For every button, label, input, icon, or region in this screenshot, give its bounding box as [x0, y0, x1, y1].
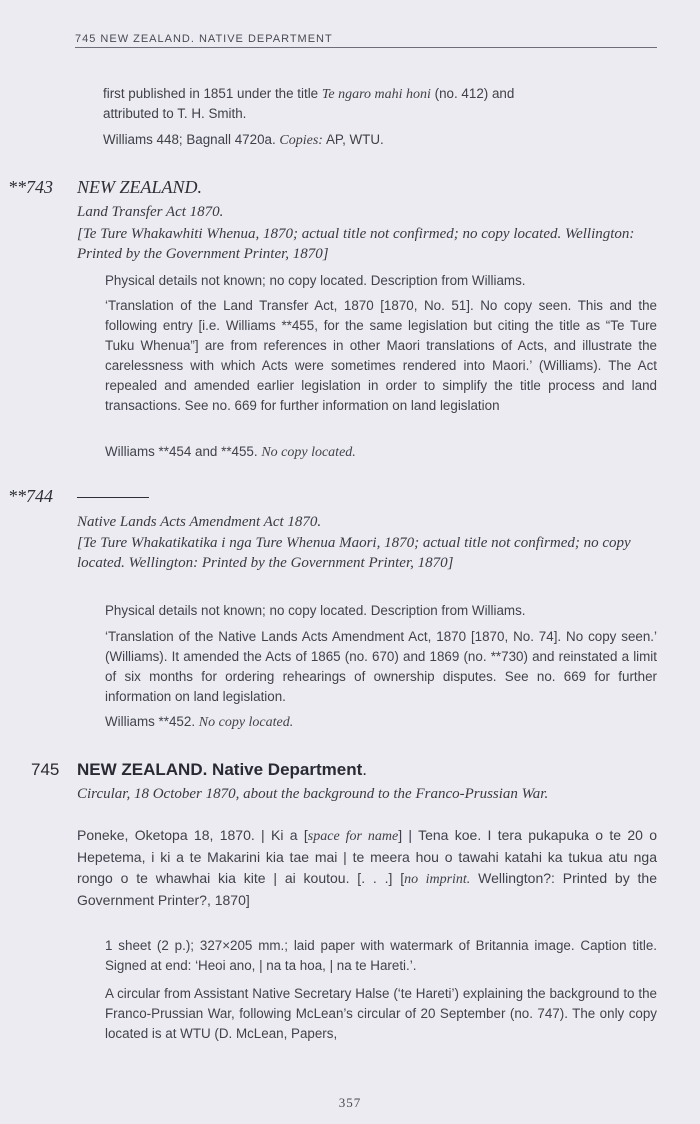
entry-744-physical: Physical details not known; no copy located. Description from Williams.: [105, 603, 526, 618]
entry-745-physical: 1 sheet (2 p.); 327×205 mm.; laid paper with watermark of Britannia image. Caption title. Signed at end: ‘Heoi ano, | na ta hoa, | na te Hareti.’.: [105, 938, 657, 973]
entry-745-title: Circular, 18 October 1870, about the background to the Franco-Prussian War.: [77, 786, 549, 802]
entry-744-dash: [77, 486, 149, 507]
running-head: 745 NEW ZEALAND. NATIVE DEPARTMENT: [75, 33, 657, 48]
entry-743-physical: Physical details not known; no copy located. Description from Williams.: [105, 273, 526, 288]
page-number: 357: [338, 1095, 362, 1110]
entry-743-imprint: [Te Ture Whakawhiti Whenua, 1870; actual title not confirmed; no copy located. Wellington: Printed by the Government Printer, 1870]: [77, 226, 635, 262]
ditto-rule: [77, 497, 149, 498]
entry-745-heading: NEW ZEALAND. Native Department.: [77, 760, 367, 779]
entry-744-number: **744: [8, 486, 53, 506]
entry-743-note: ‘Translation of the Land Transfer Act, 1870 [1870, No. 51]. No copy seen. This and the following entry [i.e. Williams **455, for the same legislation but citing the title as “Te Ture Tuku Whenua”] are from references in other Maori translations of Acts, and illustrate the carelessness with which Acts were sometimes rendered into Maori.’ (Williams). The Act repealed and amended earlier legislation in order to simplify the title process and land transactions. See no. 669 for further information on land legislation: [105, 298, 657, 413]
prev-entry-refs: Williams 448; Bagnall 4720a. Copies: AP, WTU.: [103, 132, 384, 148]
entry-743-title: Land Transfer Act 1870.: [77, 204, 224, 220]
entry-744-imprint: [Te Ture Whakatikatika i nga Ture Whenua Maori, 1870; actual title not confirmed; no copy located. Wellington: Printed by the Government Printer, 1870]: [77, 535, 631, 571]
entry-745-note: A circular from Assistant Native Secretary Halse (‘te Hareti’) explaining the background to the Franco-Prussian War, following McLean’s circular of 20 September (no. 747). The only copy located is at WTU (D. McLean, Papers,: [105, 986, 657, 1041]
entry-745-transcription: Poneke, Oketopa 18, 1870. | Ki a [space for name] | Tena koe. I tera pukapuka o te 20 o Hepetema, i ki a te Makarini kia tae mai | te meera hou o tawahi katahi ka tukua atu nga rongo o te whawhai kia kite | ai koutou. [. . .] [no imprint. Wellington?: Printed by the Government Printer?, 1870]: [77, 827, 658, 908]
entry-744-refs: Williams **452. No copy located.: [105, 714, 294, 730]
entry-745-number: 745: [31, 760, 60, 779]
entry-743-refs: Williams **454 and **455. No copy located.: [105, 444, 356, 460]
entry-744-note: ‘Translation of the Native Lands Acts Amendment Act, 1870 [1870, No. 74]. No copy seen.’ (Williams). It amended the Acts of 1865 (no. 670) and 1869 (no. **730) and reinstated a limit of six months for ordering rehearings of ownership disputes. See no. 669 for further information on land legislation.: [105, 629, 657, 704]
entry-743-heading: NEW ZEALAND.: [77, 177, 203, 197]
entry-744-title: Native Lands Acts Amendment Act 1870.: [77, 514, 322, 530]
prev-entry-text: first published in 1851 under the title Te ngaro mahi honi (no. 412) and attributed to T. H. Smith.: [103, 86, 515, 121]
entry-743-number: **743: [8, 177, 53, 197]
